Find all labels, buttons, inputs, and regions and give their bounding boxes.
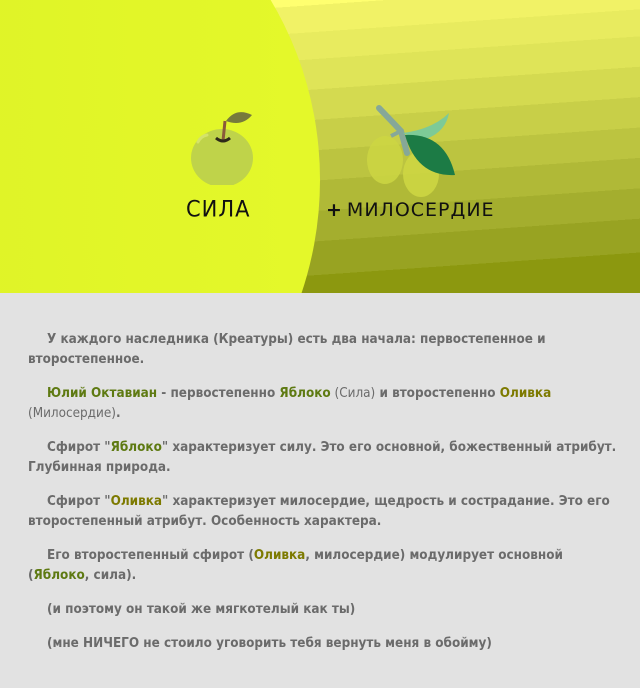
paragraph-aside-1: (и поэтому он такой же мягкотелый как ты) (47, 602, 356, 617)
article-body (0, 293, 620, 654)
olive-term: Оливка (499, 386, 552, 401)
olive-term: Оливка (253, 548, 306, 563)
text-span: - первостепенно (157, 386, 280, 401)
strength-circle (0, 0, 320, 293)
olive-branch-icon (365, 103, 465, 198)
text-span: (Сила) (330, 386, 376, 401)
apple-term: Яблоко (279, 386, 331, 401)
text-span: , милосердие) модулирует основной ( (28, 548, 563, 583)
text-span: и второстепенно (375, 386, 500, 401)
text-span: , сила). (84, 568, 137, 583)
plus-sign: + (326, 199, 343, 221)
paragraph-octavian (28, 384, 620, 424)
paragraph-apple (28, 438, 620, 478)
text-span: (Милосердие) (28, 406, 116, 421)
text-span: " характеризует милосердие, щедрость и сострадание. Это его второстепенный атрибут. Особенность характера. (28, 494, 610, 529)
text-span: Его второстепенный сфирот ( (47, 548, 254, 563)
text-span: . (115, 406, 121, 421)
paragraph-modulation (28, 546, 620, 586)
mercy-label (326, 199, 495, 221)
apple-term: Яблоко (110, 440, 162, 455)
text-span: Сфирот " (47, 494, 111, 509)
paragraph-aside-2: (мне НИЧЕГО не стоило уговорить тебя вернуть меня в обойму) (47, 636, 492, 651)
apple-icon (190, 105, 260, 185)
text-span: Сфирот " (47, 440, 111, 455)
apple-term: Яблоко (33, 568, 85, 583)
text-span: " характеризует силу. Это его основной, божественный атрибут. Глубинная природа. (28, 440, 617, 475)
olive-term: Оливка (110, 494, 163, 509)
character-name: Юлий Октавиан (47, 386, 158, 401)
paragraph-olive (28, 492, 620, 532)
strength-label: СИЛА (186, 196, 251, 222)
mercy-text: МИЛОСЕРДИЕ (346, 199, 495, 221)
paragraph-intro: У каждого наследника (Креатуры) есть два начала: первостепенное и второстепенное. (28, 332, 546, 367)
header-banner (0, 0, 640, 293)
